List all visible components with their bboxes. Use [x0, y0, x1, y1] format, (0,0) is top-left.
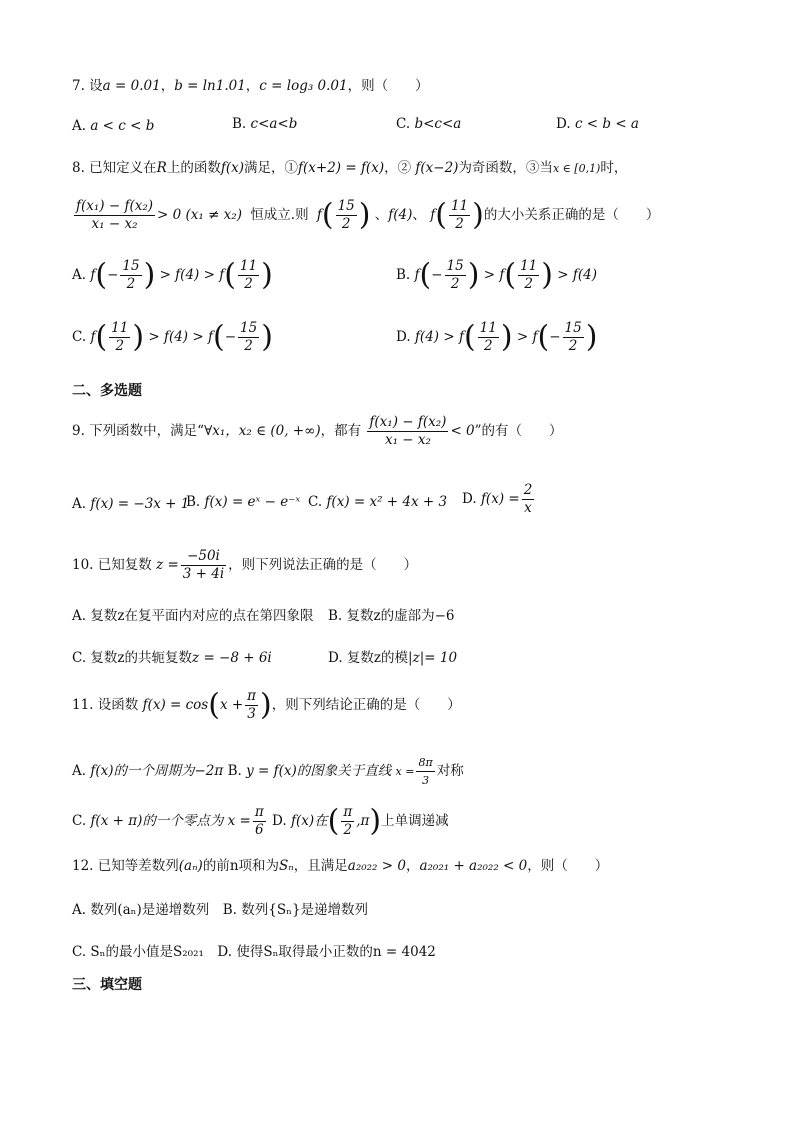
q10-option-d: D. 复数z的模|z|= 10: [328, 650, 458, 666]
q7-option-a: A. a < c < b: [72, 118, 155, 134]
section-heading-fill: 三、填空题: [72, 977, 142, 993]
q9-option-d: D. f(x) = $\frac{2}{x}$: [462, 482, 533, 516]
q10-option-c: C. 复数z的共轭复数z = −8 + 6i: [72, 650, 272, 666]
question-8-line2: $\frac{\text{f(x₁) − f(x₂)}}{\text{x₁ − x₂}}$ > 0 (x₁ ≠ x₂) 恒成立.则 f( $\frac{15}{2}$ ) 、f(4)、 f( $\frac{11}{2}$ )的大小关系正确的是（ ）: [76, 197, 660, 233]
question-12: 12. 已知等差数列(aₙ)的前n项和为Sₙ，且满足a₂₀₂₂ > 0，a₂₀₂₁ + a₂₀₂₂ < 0，则（ ）: [72, 858, 609, 874]
question-8-line1: 8. 已知定义在R上的函数f(x)满足，①f(x+2) = f(x)，② f(x−2)为奇函数，③当x ∈ [0,1)时，: [72, 160, 628, 176]
q7-a: a = 0.01: [102, 78, 161, 94]
q8-option-a: A. f(− $\frac{15}{2}$ ) > f(4) > f( $\frac{11}{2}$ ): [72, 257, 273, 293]
question-10: 10. 已知复数 z = $\frac{-50i}{3 + 4i}$ ，则下列说法正确的是（ ）: [72, 548, 418, 582]
question-11: 11. 设函数 f(x) = cos(x + $\frac{\pi}{3}$ )，则下列结论正确的是（ ）: [72, 687, 461, 723]
q7-b: b = ln1.01: [174, 78, 246, 94]
q12-option-c: C. Sₙ的最小值是S₂₀₂₁ D. 使得Sₙ取得最小正数的n = 4042: [72, 944, 436, 960]
q11-option-c: C. f(x + π)的一个零点为 x = $\frac{\pi}{6}$ D. f(x)在( $\frac{\pi}{2}$ ,π)上单调递减: [72, 803, 449, 839]
q9-option-b: B. f(x) = eˣ − e⁻ˣ: [186, 494, 301, 510]
section-heading-multi: 二、多选题: [72, 383, 142, 399]
q12-option-a: A. 数列(aₙ)是递增数列 B. 数列{Sₙ}是递增数列: [72, 902, 369, 918]
q8-option-c: C. f( $\frac{11}{2}$ ) > f(4) > f(− $\frac{15}{2}$ ): [72, 319, 273, 355]
q7-tail: ，则（ ）: [347, 78, 429, 94]
q7-option-b: B. c<a<b: [232, 116, 298, 132]
q10-option-a: A. 复数z在复平面内对应的点在第四象限: [72, 608, 314, 624]
q7-lead: 7. 设: [72, 78, 103, 94]
q9-option-c: C. f(x) = x² + 4x + 3: [308, 494, 448, 510]
question-9: 9. 下列函数中，满足“∀x₁，x₂ ∈ (0, +∞)，都有 $\frac{\text{f(x₁) − f(x₂)}}{\text{x₁ − x₂}}$ < 0”的有（ ）: [72, 414, 563, 448]
question-7: 7. 设a = 0.01，b = ln1.01，c = log₃ 0.01，则（ ）: [72, 78, 429, 94]
q7-c: c = log₃ 0.01: [259, 78, 348, 94]
q10-option-b: B. 复数z的虚部为−6: [328, 608, 455, 624]
q8-option-b: B. f(− $\frac{15}{2}$ ) > f( $\frac{11}{2}$ ) > f(4): [396, 257, 597, 293]
q7-option-d: D. c < b < a: [556, 116, 639, 132]
q7-option-c: C. b<c<a: [396, 116, 462, 132]
q8-option-d: D. f(4) > f( $\frac{11}{2}$ ) > f(− $\frac{15}{2}$ ): [396, 319, 598, 355]
q11-option-a: A. f(x)的一个周期为−2π B. y = f(x)的图象关于直线 x = $\frac{8\pi}{3}$ 对称: [72, 756, 464, 787]
q9-option-a: A. f(x) = −3x + 1: [72, 496, 190, 512]
